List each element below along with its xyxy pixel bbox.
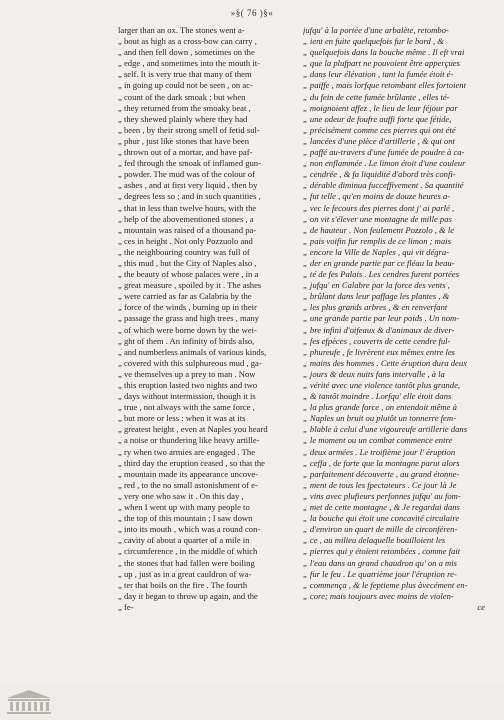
english-text-line: „ and numberless animals of various kinds, [118,346,267,357]
english-text-line: „ ve themselves up a prey to man . Now [118,368,256,379]
english-text-line: „ day it began to throw up again, and the [118,590,258,601]
english-text-line: „ greatest height , even at Naples you heard [118,424,268,435]
english-text-line: „ great measure , spoiled by it . The ashes [118,280,262,291]
french-text-line: „ ment de tous les fpectateurs . Ce jour là Je [303,479,457,490]
english-text-line: „ were carried as far as Calabria by the [118,291,252,302]
french-text-line: „ vins avec plufieurs perfonnes jufqu' au fom- [303,490,461,501]
english-text-line: „ help of the abovementioned stones , a [118,213,254,224]
french-text-line: „ l'eau dans un grand chaudron qu' on a mis [303,557,457,568]
english-text-line: „ the beauty of whose palaces were , in a [118,269,259,280]
english-text-line: „ degrees less so ; and in such quantities , [118,191,261,202]
english-text-line: „ thrown out of a mortar, and have paf- [118,147,253,158]
english-text-line: „ passage the grass and high trees , many [118,313,260,324]
french-text-line: ce [477,601,485,612]
french-text-line: „ fur le feu . Le quatrième jour l'éruption re- [303,568,457,579]
french-text-line: „ té de fes Palais . Les cendres furent portées [303,269,459,280]
viewer-footer [0,684,504,720]
english-text-line: „ when I went up with many people to [118,502,250,513]
english-text-line: „ they shewed plainly where they had [118,113,248,124]
french-text-line: „ d'environ un quart de mille de circonféren- [303,524,458,535]
english-text-line: „ cavity of about a quarter of a mile in [118,535,250,546]
english-text-line: „ this mud , but the City of Naples also , [118,257,257,268]
english-text-line: „ red , to the no small astonishment of e- [118,479,258,490]
english-text-line: „ into its mouth , which was a round con- [118,524,261,535]
english-text-line: „ ght of them . An infinity of birds also, [118,335,255,346]
french-text-line: „ précisément comme ces pierres qui ont été [303,124,456,135]
english-text-line: „ they returned from the smoaky beat , [118,102,251,113]
french-text-line: „ paffé au-travers d'une fumée de poudre à ca- [303,147,465,158]
french-text-line: „ moignoient affez , le lieu de leur féjour par [303,102,458,113]
french-text-line: „ jufqu' en Calabre par la force des vents , [303,280,450,291]
french-text-line: „ phureufe , fe livrèrent eux mêmes entre les [303,346,456,357]
french-text-line: „ que la plufpart ne pouvoient être apperçues [303,58,460,69]
english-text-line: „ the neighbouring country was full of [118,246,250,257]
french-text-line: „ lancées d'une pièce d'artillerie , & qui ont [303,135,455,146]
english-text-line: „ covered with this sulphureous mud , ga- [118,357,262,368]
french-text-line: „ blable à celui d'une vigoureufe artillerie dans [303,424,468,435]
french-text-line: „ fes efpèces , couverts de cette cendre ful- [303,335,451,346]
french-text-line: „ ient en fuite quelquefois fur le bord , & [303,36,444,47]
french-text-line: „ le moment ou un combat commence entre [303,435,453,446]
french-text-line: „ une grande partie par leur poids . Un nom- [303,313,460,324]
english-text-line: „ and then fell down , sometimes on the [118,47,255,58]
french-text-line: „ non enflammée . Le limon étoit d'une couleur [303,158,466,169]
english-text-line: „ circumference , in the middle of which [118,546,258,557]
french-text-line: „ parfaitement découverte , au grand étonne- [303,468,460,479]
french-text-line: „ cendrée , & fa liquidité d'abord très confi- [303,169,456,180]
french-text-line: „ pais voifin fur remplis de ce limon ; mais [303,235,451,246]
french-text-line: „ on vit s'élever une montagne de mille pas [303,213,452,224]
english-text-line: „ third day the eruption ceased , so that the [118,457,266,468]
english-text-line: „ days without intermission, though it is [118,391,256,402]
french-text-line: „ quelquefois dans la bouche même . Il eft vrai [303,47,465,58]
english-text-line: „ edge , and sometimes into the mouth it- [118,58,261,69]
french-text-line: „ vec le fecours des pierres dont j' ai parlé , [303,202,455,213]
french-text-line: „ de hauteur . Non feulement Pozzolo , & le [303,224,455,235]
french-text-line: „ fut telle , qu'en moins de douze heures a- [303,191,451,202]
english-text-line: larger than an ox. The stones went a- [118,25,245,35]
english-text-line: „ the stones that had fallen were boiling [118,557,255,568]
english-text-line: „ force of the winds , burning up in their [118,302,257,313]
french-column [303,25,489,613]
french-text-line: „ deux armées . Le troifième jour l' éruption [303,446,456,457]
english-text-line: „ very one who saw it . On this day , [118,490,244,501]
library-building-icon [5,689,53,715]
english-text-line: „ mountain made its appearance uncove- [118,468,259,479]
english-text-line: „ ter that boils on the fire . The fourth [118,579,248,590]
english-text-line: „ true , not always with the same force , [118,402,255,413]
english-text-line: „ mountain was raised of a thousand pa- [118,224,257,235]
french-text-line: „ core; mais toujours avec moins de violen- [303,590,454,601]
french-text-line: „ la plus grande force , on entendoit même à [303,402,457,413]
french-text-line: „ la bouche qui étoit une concavité circulaire [303,513,460,524]
french-text-line: „ jours & deux nuits fans intervalle , à la [303,368,445,379]
english-text-line: „ ashes , and at first very liquid , then by [118,180,258,191]
english-text-line: „ count of the dark smoak ; but when [118,91,246,102]
french-text-line: „ du fein de cette fumée brûlante , elles té- [303,91,450,102]
french-text-line: „ dans leur élévation , tant la fumée étoit é- [303,69,454,80]
french-text-line: „ les plus grands arbres , & en renverfant [303,302,448,313]
english-text-line: „ been , by their strong smell of fetid sul- [118,124,260,135]
english-text-line: „ up , just as in a great cauldron of wa- [118,568,252,579]
french-text-line: „ Naples un bruit ou plutôt un tonnerre fem- [303,413,456,424]
french-text-line: „ ce , au milieu delaquelle bouilloient les [303,535,446,546]
french-text-line: „ pierres qui y étoient retombées , comme fait [303,546,461,557]
page-number: »§( 76 )§« [230,8,274,18]
french-text-line: „ brûlant dans leur paffage les plantes , & [303,291,450,302]
french-text-line: „ dérable diminua fucceffivement . Sa quantité [303,180,464,191]
english-text-line: „ powder. The mud was of the colour of [118,169,256,180]
english-text-line: „ phur , just like stones that have been [118,135,250,146]
english-text-line: „ ry when two armies are engaged . The [118,446,256,457]
english-text-line: „ the top of this mountain ; I saw down [118,513,253,524]
french-text-line: „ ceffa , de forte que la montagne parut alors [303,457,460,468]
french-text-line: „ vérité avec une violence tantôt plus grande, [303,380,461,390]
english-text-line: „ in going up could not be seen , on ac- [118,80,253,91]
english-text-line: „ but more or less : when it was at its [118,413,246,424]
english-text-line: „ ces in height . Not only Pozzuolo and [118,235,253,246]
english-text-line: „ a noise or thundering like heavy artille- [118,435,260,446]
english-text-line: „ of which were borne down by the wei- [118,324,257,335]
english-text-line: „ this eruption lasted two nights and two [118,380,258,390]
french-text-line: „ der en grande partie par ce fléau la beau- [303,257,455,268]
french-text-line: „ met de cette montagne , & Je regardai dans [303,502,460,513]
english-text-line: „ that in less than twelve hours, with the [118,202,257,213]
french-text-line: „ une odeur de foufre auffi forte que fétide, [303,113,452,124]
french-text-line: „ paiffe , mais lorfque retombant elles fortoient [303,80,466,91]
english-text-line: „ bout as high as a cross-bow can carry , [118,36,257,47]
english-text-line: „ fed through the smoak of inflamed gun- [118,158,261,169]
english-text-line: „ fe- [118,601,134,612]
french-text-line: „ & tantôt moindre . Lorfqu' elle étoit dans [303,391,452,402]
french-text-line: „ commença , & le feptieme plus àvecément en- [303,579,468,590]
french-text-line: jufqu' à la portée d'une arbalète, retombo- [303,25,449,35]
french-text-line: „ encore la Ville de Naples , qui vit dégra- [303,246,450,257]
french-text-line: „ mains des hommes . Cette éruption dura deux [303,357,467,368]
english-text-line: „ self. It is very true that many of them [118,69,252,80]
english-column [118,25,302,613]
french-text-line: „ bre infini d'oifeaux & d'animaux de diver- [303,324,455,335]
